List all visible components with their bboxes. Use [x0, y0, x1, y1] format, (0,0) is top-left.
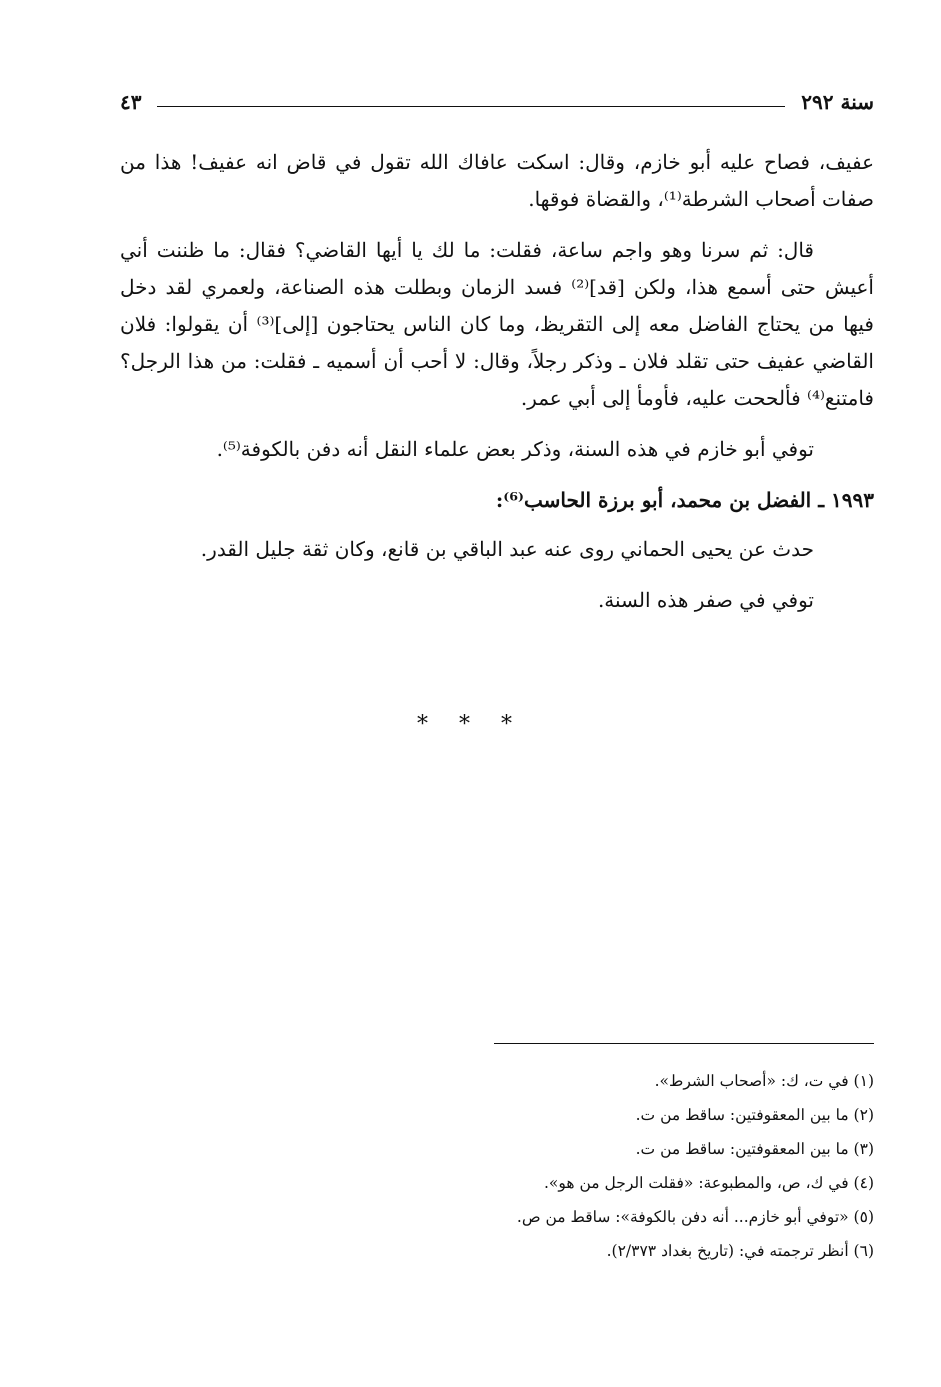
- footnote-6: (٦) أنظر ترجمته في: (تاريخ بغداد ٢/٣٧٣).: [606, 1242, 874, 1260]
- footnotes: [120, 1064, 874, 1268]
- paragraph-4: حدث عن يحيى الحماني روى عنه عبد الباقي بن قانع، وكان ثقة جليل القدر.: [200, 537, 814, 561]
- footnote-3: (٣) ما بين المعقوفتين: ساقط من ت.: [635, 1140, 874, 1158]
- entry-heading: ١٩٩٣ ـ الفضل بن محمد، أبو برزة الحاسب⁽⁶⁾:: [495, 488, 874, 512]
- footnote-rule: [494, 1043, 874, 1044]
- page-number: ٤٣: [120, 90, 142, 114]
- section-separator: * * *: [417, 712, 524, 737]
- footnote-1: (١) في ت، ك: «أصحاب الشرط».: [654, 1072, 874, 1090]
- paragraph-1: عفيف، فصاح عليه أبو خازم، وقال: اسكت عافاك الله تقول في قاض انه عفيف! هذا من صفات أصحاب الشرطة⁽¹⁾، والقضاة فوقها.: [120, 150, 875, 211]
- footnote-2: (٢) ما بين المعقوفتين: ساقط من ت.: [635, 1106, 874, 1124]
- paragraph-3: توفي أبو خازم في هذه السنة، وذكر بعض علماء النقل أنه دفن بالكوفة⁽⁵⁾.: [216, 437, 814, 461]
- header-rule: [157, 106, 785, 107]
- footnote-4: (٤) في ك، ص، والمطبوعة: «فقلت الرجل من هو».: [543, 1174, 874, 1192]
- paragraph-2: قال: ثم سرنا وهو واجم ساعة، فقلت: ما لك يا أيها القاضي؟ فقال: ما ظننت أني أعيش حتى أسمع هذا، ولكن [قد]⁽²⁾ فسد الزمان وبطلت هذه الصناعة، ولعمري لقد دخل فيها من يحتاج الفاضل معه إلى التقريظ، وما كان الناس يحتاجون [إلى]⁽³⁾ أن يقولوا: فلان القاضي عفيف حتى تقلد فلان ـ وذكر رجلاً، وقال: لا أحب أن أسميه ـ فقلت: من هذا الرجل؟ فامتنع⁽⁴⁾ فألححت عليه، فأومأ إلى أبي عمر.: [120, 238, 874, 410]
- main-text: [120, 144, 874, 633]
- running-header: [120, 84, 874, 120]
- header-year: سنة ٢٩٢: [801, 90, 874, 114]
- paragraph-5: توفي في صفر هذه السنة.: [597, 588, 814, 612]
- footnote-5: (٥) «توفي أبو خازم... أنه دفن بالكوفة»: ساقط من ص.: [516, 1208, 874, 1226]
